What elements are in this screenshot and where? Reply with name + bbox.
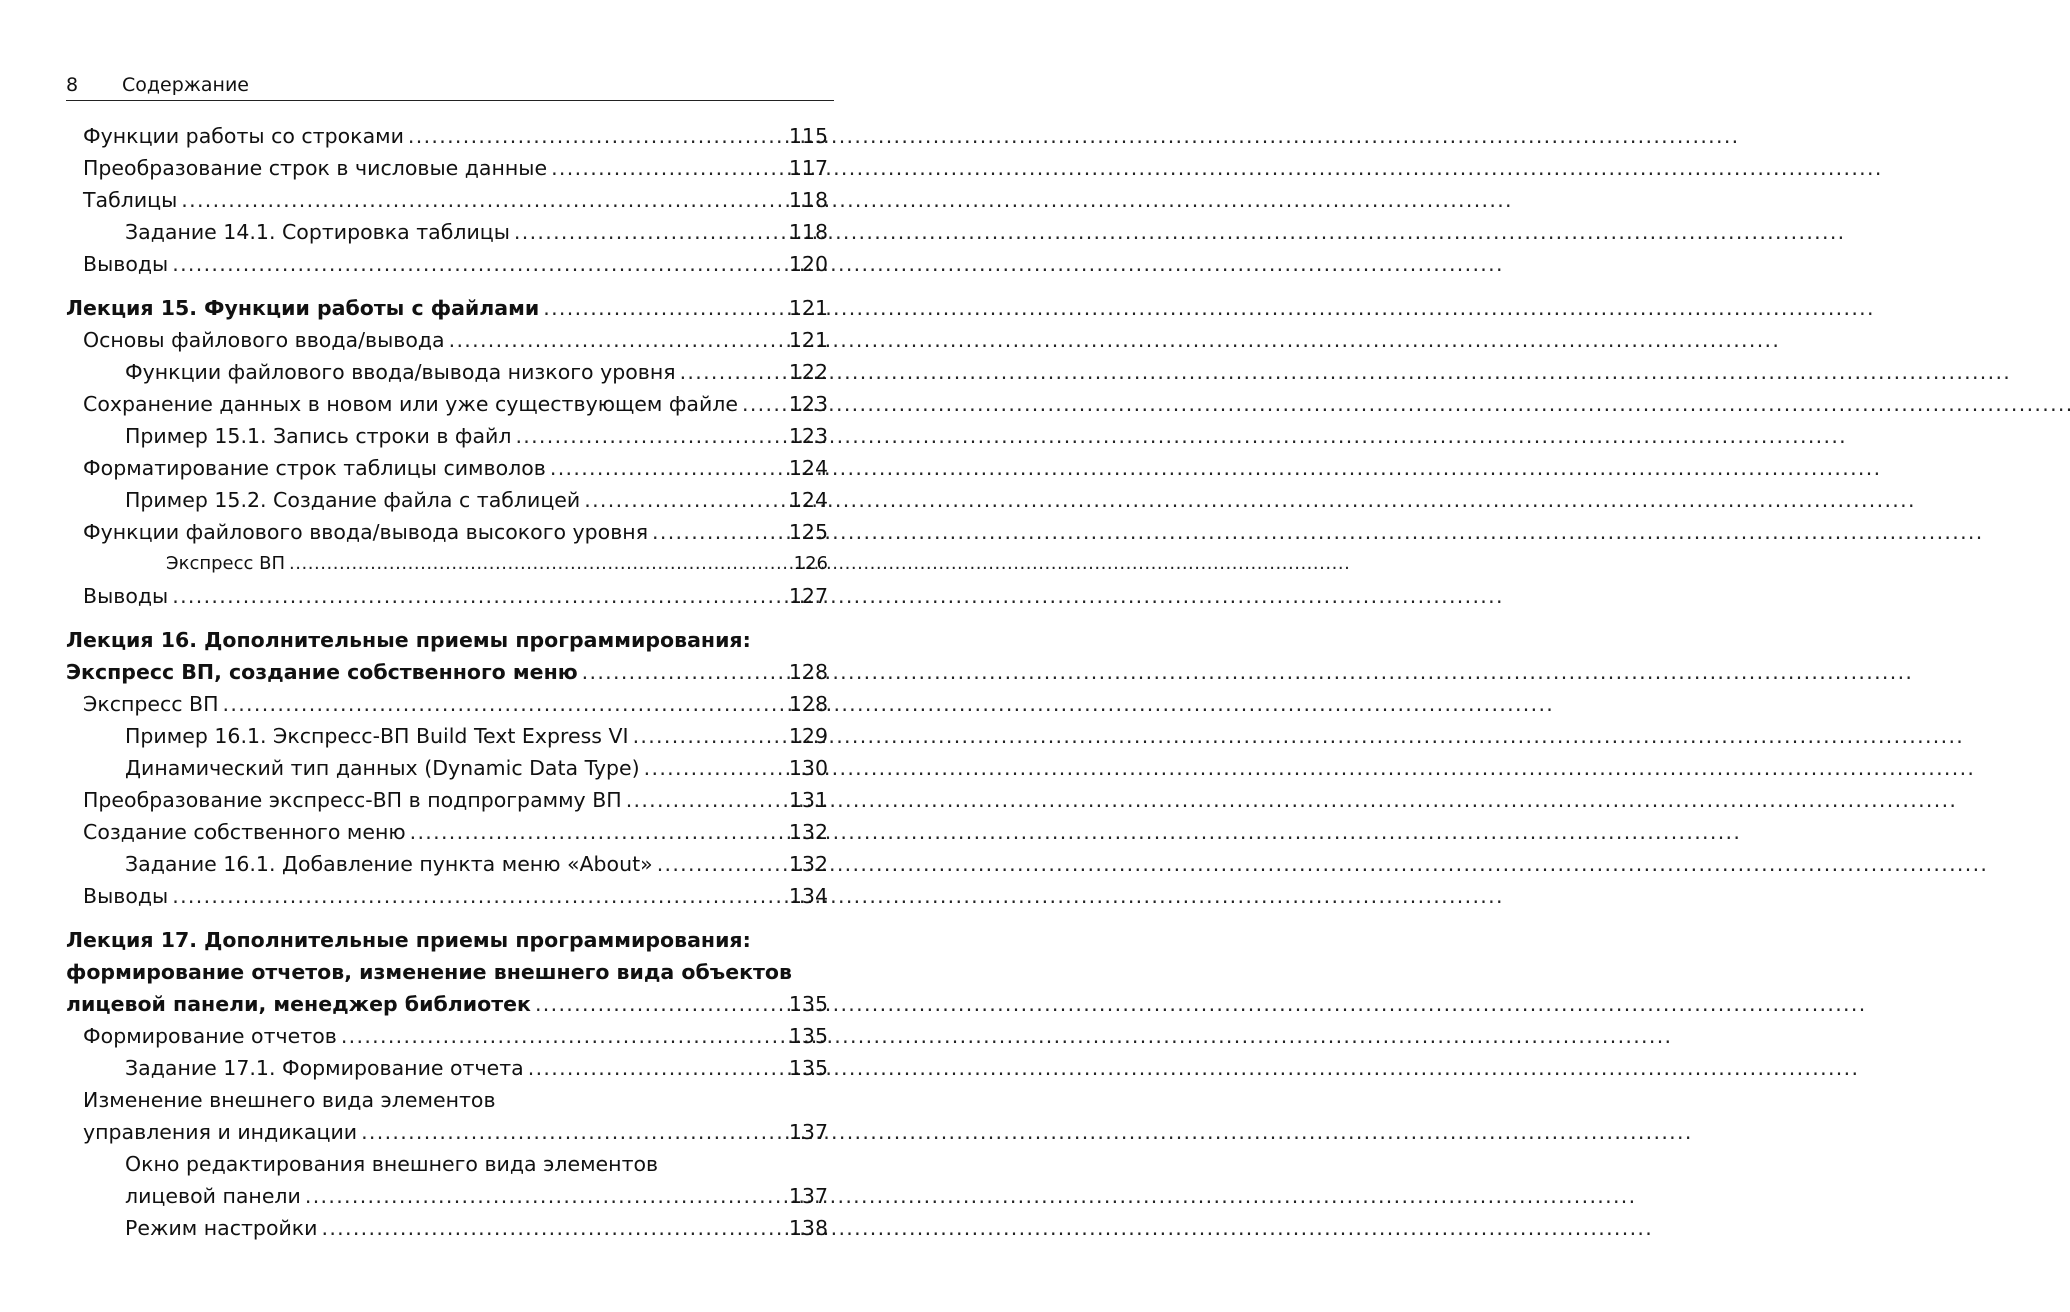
- toc-entry-page: 124: [788, 456, 828, 480]
- toc-entry-page: 117: [788, 156, 828, 180]
- toc-entry-title: Функции файлового ввода/вывода высокого уровня: [83, 520, 649, 544]
- toc-entry-title: Динамический тип данных (Dynamic Data Type): [125, 756, 640, 780]
- toc-entry: [66, 120, 828, 152]
- toc-entry: [66, 388, 828, 420]
- toc-entry-page: 118: [788, 188, 828, 212]
- toc-leader-dots: [680, 356, 785, 388]
- page-number: 8: [66, 74, 79, 96]
- toc-leader-dots: [223, 688, 785, 720]
- toc-entry-page: 129: [788, 724, 828, 748]
- toc-leader-dots: [528, 1052, 785, 1084]
- toc-entry: [66, 1020, 828, 1052]
- toc-entry-page: 126: [793, 553, 828, 574]
- page-header: [66, 70, 834, 101]
- toc-entry: [66, 1148, 828, 1180]
- toc-entry: [66, 184, 828, 216]
- toc-entry: [66, 580, 828, 612]
- toc-leader-dots: [322, 1212, 785, 1244]
- toc-entry-title: формирование отчетов, изменение внешнего вида объектов: [66, 960, 792, 984]
- toc-leader-dots: [584, 484, 785, 516]
- toc-entry: [66, 880, 828, 912]
- toc-entry: [66, 988, 828, 1020]
- toc-entry: [66, 848, 828, 880]
- toc-entry: [66, 152, 828, 184]
- toc-leader-dots: [449, 324, 785, 356]
- toc-entry: [66, 484, 828, 516]
- toc-entry-page: 125: [788, 520, 828, 544]
- toc-leader-dots: [652, 516, 785, 548]
- toc-entry-title: Лекция 15. Функции работы с файлами: [66, 296, 540, 320]
- toc-entry-title: Выводы: [83, 252, 169, 276]
- toc-entry-title: Экспресс ВП: [166, 553, 286, 574]
- toc-leader-dots: [305, 1180, 785, 1212]
- toc-entry-title: Окно редактирования внешнего вида элементов: [125, 1152, 659, 1176]
- toc-entry-page: 121: [788, 328, 828, 352]
- toc-entry-title: Форматирование строк таблицы символов: [83, 456, 546, 480]
- toc-leader-dots: [172, 248, 785, 280]
- toc-entry-title: Таблицы: [83, 188, 178, 212]
- toc-entry: [66, 324, 828, 356]
- toc-entry-title: Формирование отчетов: [83, 1024, 337, 1048]
- toc-entry-title: лицевой панели, менеджер библиотек: [66, 992, 531, 1016]
- toc-entry-page: 115: [788, 124, 828, 148]
- toc-leader-dots: [742, 388, 785, 420]
- toc-entry-page: 132: [788, 820, 828, 844]
- toc-entry: [66, 420, 828, 452]
- toc-entry-page: 135: [788, 992, 828, 1016]
- toc-entry-title: Пример 15.2. Создание файла с таблицей: [125, 488, 581, 512]
- toc-entry-title: Лекция 17. Дополнительные приемы программирования:: [66, 928, 751, 952]
- toc-entry: [66, 688, 828, 720]
- toc-entry-title: Преобразование строк в числовые данные: [83, 156, 548, 180]
- toc-entry-title: Преобразование экспресс-ВП в подпрограмму ВП: [83, 788, 622, 812]
- toc-entry: [66, 1116, 828, 1148]
- toc-entry-title: Экспресс ВП, создание собственного меню: [66, 660, 578, 684]
- toc-entry: [66, 548, 828, 580]
- toc-leader-dots: [514, 216, 785, 248]
- toc-entry: [66, 956, 828, 988]
- toc-entry: [66, 1180, 828, 1212]
- toc-entry-page: 121: [788, 296, 828, 320]
- toc-leader-dots: [582, 656, 785, 688]
- toc-leader-dots: [550, 452, 785, 484]
- toc-entry-page: 137: [788, 1184, 828, 1208]
- toc-entry-page: 134: [788, 884, 828, 908]
- toc-entry: [66, 924, 828, 956]
- toc-leader-dots: [341, 1020, 785, 1052]
- toc-entry-title: Функции файлового ввода/вывода низкого уровня: [125, 360, 676, 384]
- toc-entry: [66, 816, 828, 848]
- toc-entry-title: лицевой панели: [125, 1184, 301, 1208]
- toc-entry-title: управления и индикации: [83, 1120, 358, 1144]
- table-of-contents: [66, 120, 828, 1244]
- toc-entry-page: 127: [788, 584, 828, 608]
- toc-entry-page: 138: [788, 1216, 828, 1240]
- toc-entry-title: Задание 17.1. Формирование отчета: [125, 1056, 524, 1080]
- toc-entry-title: Задание 16.1. Добавление пункта меню «About»: [125, 852, 653, 876]
- toc-leader-dots: [551, 152, 785, 184]
- toc-entry: [66, 1212, 828, 1244]
- toc-entry-title: Сохранение данных в новом или уже существующем файле: [83, 392, 738, 416]
- toc-leader-dots: [535, 988, 785, 1020]
- toc-entry-page: 120: [788, 252, 828, 276]
- toc-entry-title: Пример 16.1. Экспресс-ВП Build Text Express VI: [125, 724, 629, 748]
- toc-leader-dots: [408, 120, 785, 152]
- toc-leader-dots: [172, 880, 785, 912]
- toc-entry-page: 128: [788, 692, 828, 716]
- toc-entry-page: 123: [788, 424, 828, 448]
- toc-leader-dots: [626, 784, 785, 816]
- toc-entry-title: Выводы: [83, 584, 169, 608]
- toc-entry: [66, 292, 828, 324]
- toc-leader-dots: [515, 420, 784, 452]
- toc-entry-page: 137: [788, 1120, 828, 1144]
- toc-entry: [66, 1052, 828, 1084]
- toc-entry-title: Изменение внешнего вида элементов: [83, 1088, 496, 1112]
- running-title: Содержание: [122, 74, 249, 96]
- toc-entry: [66, 752, 828, 784]
- toc-entry-title: Основы файлового ввода/вывода: [83, 328, 445, 352]
- toc-entry: [66, 1084, 828, 1116]
- toc-entry-page: 118: [788, 220, 828, 244]
- toc-entry: [66, 656, 828, 688]
- toc-leader-dots: [633, 720, 785, 752]
- toc-entry-title: Режим настройки: [125, 1216, 318, 1240]
- toc-leader-dots: [172, 580, 785, 612]
- toc-entry-title: Функции работы со строками: [83, 124, 404, 148]
- toc-entry-page: 128: [788, 660, 828, 684]
- toc-entry-page: 132: [788, 852, 828, 876]
- toc-entry: [66, 516, 828, 548]
- toc-entry: [66, 356, 828, 388]
- toc-leader-dots: [543, 292, 785, 324]
- toc-leader-dots: [644, 752, 785, 784]
- toc-entry-page: 123: [788, 392, 828, 416]
- toc-entry: [66, 720, 828, 752]
- toc-entry-title: Задание 14.1. Сортировка таблицы: [125, 220, 510, 244]
- toc-leader-dots: [657, 848, 785, 880]
- toc-entry: [66, 452, 828, 484]
- toc-entry-page: 135: [788, 1056, 828, 1080]
- toc-entry-title: Пример 15.1. Запись строки в файл: [125, 424, 512, 448]
- toc-entry-title: Экспресс ВП: [83, 692, 219, 716]
- toc-leader-dots: [181, 184, 785, 216]
- toc-entry-page: 130: [788, 756, 828, 780]
- toc-entry: [66, 248, 828, 280]
- toc-entry-page: 124: [788, 488, 828, 512]
- toc-entry-page: 135: [788, 1024, 828, 1048]
- toc-entry: [66, 784, 828, 816]
- toc-entry-title: Лекция 16. Дополнительные приемы программирования:: [66, 628, 751, 652]
- toc-entry-page: 131: [788, 788, 828, 812]
- toc-leader-dots: [361, 1116, 785, 1148]
- toc-entry-title: Создание собственного меню: [83, 820, 406, 844]
- toc-entry-title: Выводы: [83, 884, 169, 908]
- toc-entry: [66, 624, 828, 656]
- toc-leader-dots: [410, 816, 785, 848]
- toc-entry-page: 122: [788, 360, 828, 384]
- toc-leader-dots: [289, 548, 790, 580]
- toc-entry: [66, 216, 828, 248]
